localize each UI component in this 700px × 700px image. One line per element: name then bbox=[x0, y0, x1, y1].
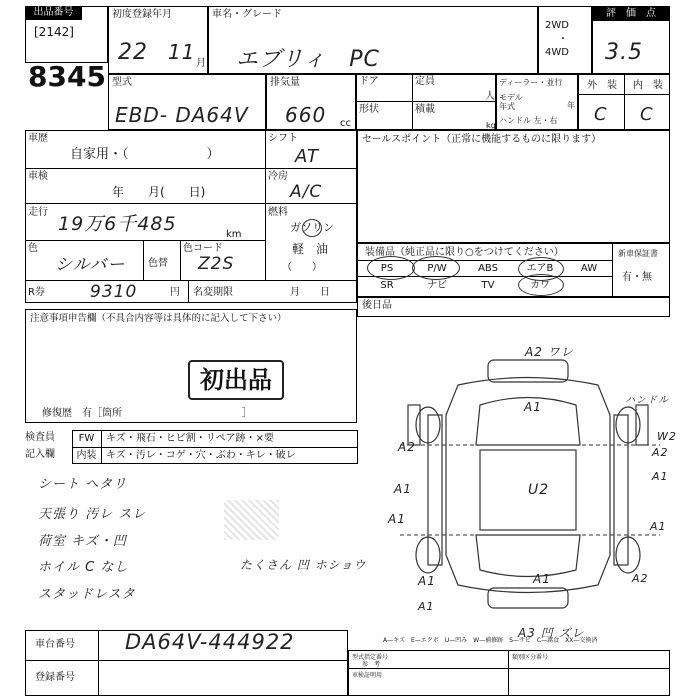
reg-label: 登録番号 bbox=[35, 672, 75, 683]
interior-label: 内 装 bbox=[633, 80, 663, 91]
color-code-value: Z2S bbox=[198, 254, 235, 274]
equip-tv: TV bbox=[481, 280, 495, 291]
yen-unit: 円 bbox=[170, 287, 180, 298]
lot-label: 出品番号 bbox=[25, 6, 82, 20]
expiry-value: 月 日 bbox=[290, 287, 330, 298]
model-value: エブリィ PC bbox=[236, 47, 380, 72]
first-reg-label: 初度登録年月 bbox=[112, 9, 172, 20]
damage-mark: A1 bbox=[418, 600, 435, 613]
inspector-row1: キズ・飛石・ヒビ割・リペア跡・×要 bbox=[106, 433, 274, 444]
smudge bbox=[224, 500, 279, 540]
equip-aw: AW bbox=[580, 263, 598, 274]
lot-number: 8345 bbox=[28, 60, 106, 93]
repair-label: 修復歴 有［箇所 ］ bbox=[42, 408, 252, 419]
equip-ps: PS bbox=[380, 263, 394, 274]
handle-label: ハンドル 左・右 bbox=[499, 116, 558, 125]
cc-unit: cc bbox=[340, 118, 351, 129]
type-spec-label: 型式指定番号 bbox=[352, 654, 389, 661]
equip-navi: ナビ bbox=[427, 280, 447, 291]
fuel-value2: 軽 油 bbox=[292, 242, 329, 256]
damage-mark: A1 bbox=[533, 572, 551, 586]
damage-mark: U2 bbox=[528, 482, 550, 498]
fuel-value3: （ ） bbox=[282, 262, 322, 273]
grade-value: 3.5 bbox=[605, 40, 643, 65]
displacement-label: 排気量 bbox=[270, 77, 300, 88]
damage-mark: A2 ワレ bbox=[525, 345, 574, 359]
damage-mark: A1 bbox=[418, 574, 436, 588]
drive-dot: ・ bbox=[558, 34, 568, 45]
year-unit: 年 bbox=[567, 101, 575, 110]
load-label: 積載 bbox=[415, 104, 435, 115]
next-day-box bbox=[357, 297, 670, 317]
inspector-row2: キズ・汚レ・コゲ・穴・ぶわ・キレ・破レ bbox=[106, 450, 296, 461]
damage-mark: W2 bbox=[657, 430, 677, 443]
capacity-label: 定員 bbox=[415, 76, 435, 87]
damage-mark: A2 bbox=[632, 572, 649, 585]
remark-line: スタッドレスタ bbox=[38, 587, 136, 602]
equip-circle bbox=[367, 256, 415, 280]
drive-2wd: 2WD bbox=[545, 20, 569, 31]
mileage-value: 19万6千485 bbox=[58, 213, 177, 235]
shift-label: シフト bbox=[268, 133, 298, 144]
damage-mark: A2 bbox=[398, 440, 416, 454]
equip-pw: P/W bbox=[427, 263, 447, 274]
first-reg-month: 11 bbox=[168, 40, 196, 64]
sales-title: セールスポイント（正常に機能するものに限ります） bbox=[362, 134, 602, 145]
displacement-value: 660 bbox=[285, 103, 327, 127]
chassis-label: 車台番号 bbox=[35, 639, 75, 650]
color-code-label: 色コード bbox=[183, 243, 223, 254]
inspection-value: 年 月( 日) bbox=[112, 185, 206, 199]
damage-mark: A1 bbox=[388, 512, 406, 526]
exterior-value: C bbox=[594, 104, 608, 125]
kg-unit: kg bbox=[486, 121, 496, 130]
equip-leather: カワ bbox=[530, 280, 550, 291]
warranty-value: 有・無 bbox=[622, 272, 652, 283]
drive-4wd: 4WD bbox=[545, 47, 569, 58]
ac-value: A/C bbox=[290, 182, 323, 202]
exterior-label: 外 装 bbox=[587, 80, 617, 91]
person-unit: 人 bbox=[485, 91, 495, 102]
inspector-tag-fw: FW bbox=[78, 433, 95, 444]
damage-mark: A1 bbox=[652, 470, 669, 483]
history-value: 自家用・（ ） bbox=[70, 147, 220, 162]
equip-abs: ABS bbox=[478, 263, 498, 274]
type-label: 型式 bbox=[112, 77, 132, 88]
first-listing-stamp: 初出品 bbox=[188, 360, 284, 400]
remark-line: ホイル C なし bbox=[38, 560, 129, 575]
type-value: EBD- DA64V bbox=[115, 103, 249, 127]
damage-mark: A1 bbox=[650, 520, 667, 533]
spec-block bbox=[348, 650, 670, 696]
model-year-label: モデル年式 bbox=[499, 93, 523, 111]
shift-value: AT bbox=[295, 146, 319, 167]
equipment-label: 装備品（純正品に限り○をつけてください） bbox=[365, 247, 564, 258]
fuel-circle bbox=[302, 219, 322, 237]
legend: A—キズ E—エクボ U—凹み W—補修跡 S—サビ C—腐食 XX—交換済 bbox=[383, 637, 598, 644]
ref-label: 参 考 bbox=[362, 661, 381, 668]
class-label: 類別区分番号 bbox=[512, 654, 549, 661]
sales-block bbox=[357, 130, 670, 243]
equip-sr: SR bbox=[380, 280, 394, 291]
model-label: 車名・グレード bbox=[212, 9, 282, 20]
month-unit: 月 bbox=[196, 58, 206, 69]
grade-label: 評 価 点 bbox=[592, 6, 670, 21]
next-day-label: 後日品 bbox=[362, 300, 392, 311]
notes-title: 注意事項申告欄（不具合内容等は具体的に記入して下さい） bbox=[30, 313, 287, 324]
expiry-label: 名変期限 bbox=[193, 287, 233, 298]
fuel-label: 燃料 bbox=[268, 207, 288, 218]
recycle-label: R券 bbox=[28, 287, 45, 298]
remark-line: 天張り 汚レ スレ bbox=[38, 507, 147, 522]
mileage-label: 走行 bbox=[28, 207, 48, 218]
color-change-label: 色替 bbox=[148, 258, 168, 269]
recycle-value: 9310 bbox=[90, 282, 138, 302]
shape-label: 形状 bbox=[359, 104, 379, 115]
inspection-label: 車検 bbox=[28, 171, 48, 182]
remark-line: 荷室 キズ・凹 bbox=[38, 534, 127, 549]
inspector-label1: 検査員 bbox=[25, 432, 55, 443]
dealer-label: ディーラー・並行 bbox=[499, 78, 563, 87]
remark-right: たくさん 凹 ホショウ bbox=[240, 558, 367, 572]
color-value: シルバー bbox=[55, 255, 126, 275]
warranty-label: 新車保証書 bbox=[618, 249, 658, 258]
equip-circle bbox=[412, 256, 460, 280]
damage-mark: A3 凹 ズレ bbox=[518, 626, 585, 640]
door-label: ドア bbox=[359, 76, 379, 87]
remark-line: シート ヘタリ bbox=[38, 477, 128, 492]
ac-label: 冷房 bbox=[268, 171, 288, 182]
equip-airbag: エアB bbox=[526, 263, 554, 274]
damage-mark: A2 bbox=[652, 446, 669, 459]
cert-label: 車検証明用 bbox=[352, 672, 383, 679]
km-unit: km bbox=[226, 229, 242, 240]
equip-circle bbox=[518, 274, 564, 296]
chassis-value: DA64V-444922 bbox=[125, 630, 295, 654]
damage-mark: A1 bbox=[524, 400, 542, 414]
inspector-label2: 記入欄 bbox=[25, 449, 55, 460]
inspector-tag-interior: 内装 bbox=[76, 450, 97, 461]
damage-mark: ハンドル bbox=[625, 395, 669, 406]
history-label: 車歴 bbox=[28, 133, 48, 144]
first-reg-year: 22 bbox=[118, 40, 148, 65]
damage-mark: A1 bbox=[394, 482, 412, 496]
fuel-value1: ガソリン bbox=[290, 221, 334, 234]
interior-value: C bbox=[640, 104, 654, 125]
lot-sub: [2142] bbox=[34, 25, 74, 39]
color-label: 色 bbox=[28, 243, 38, 254]
